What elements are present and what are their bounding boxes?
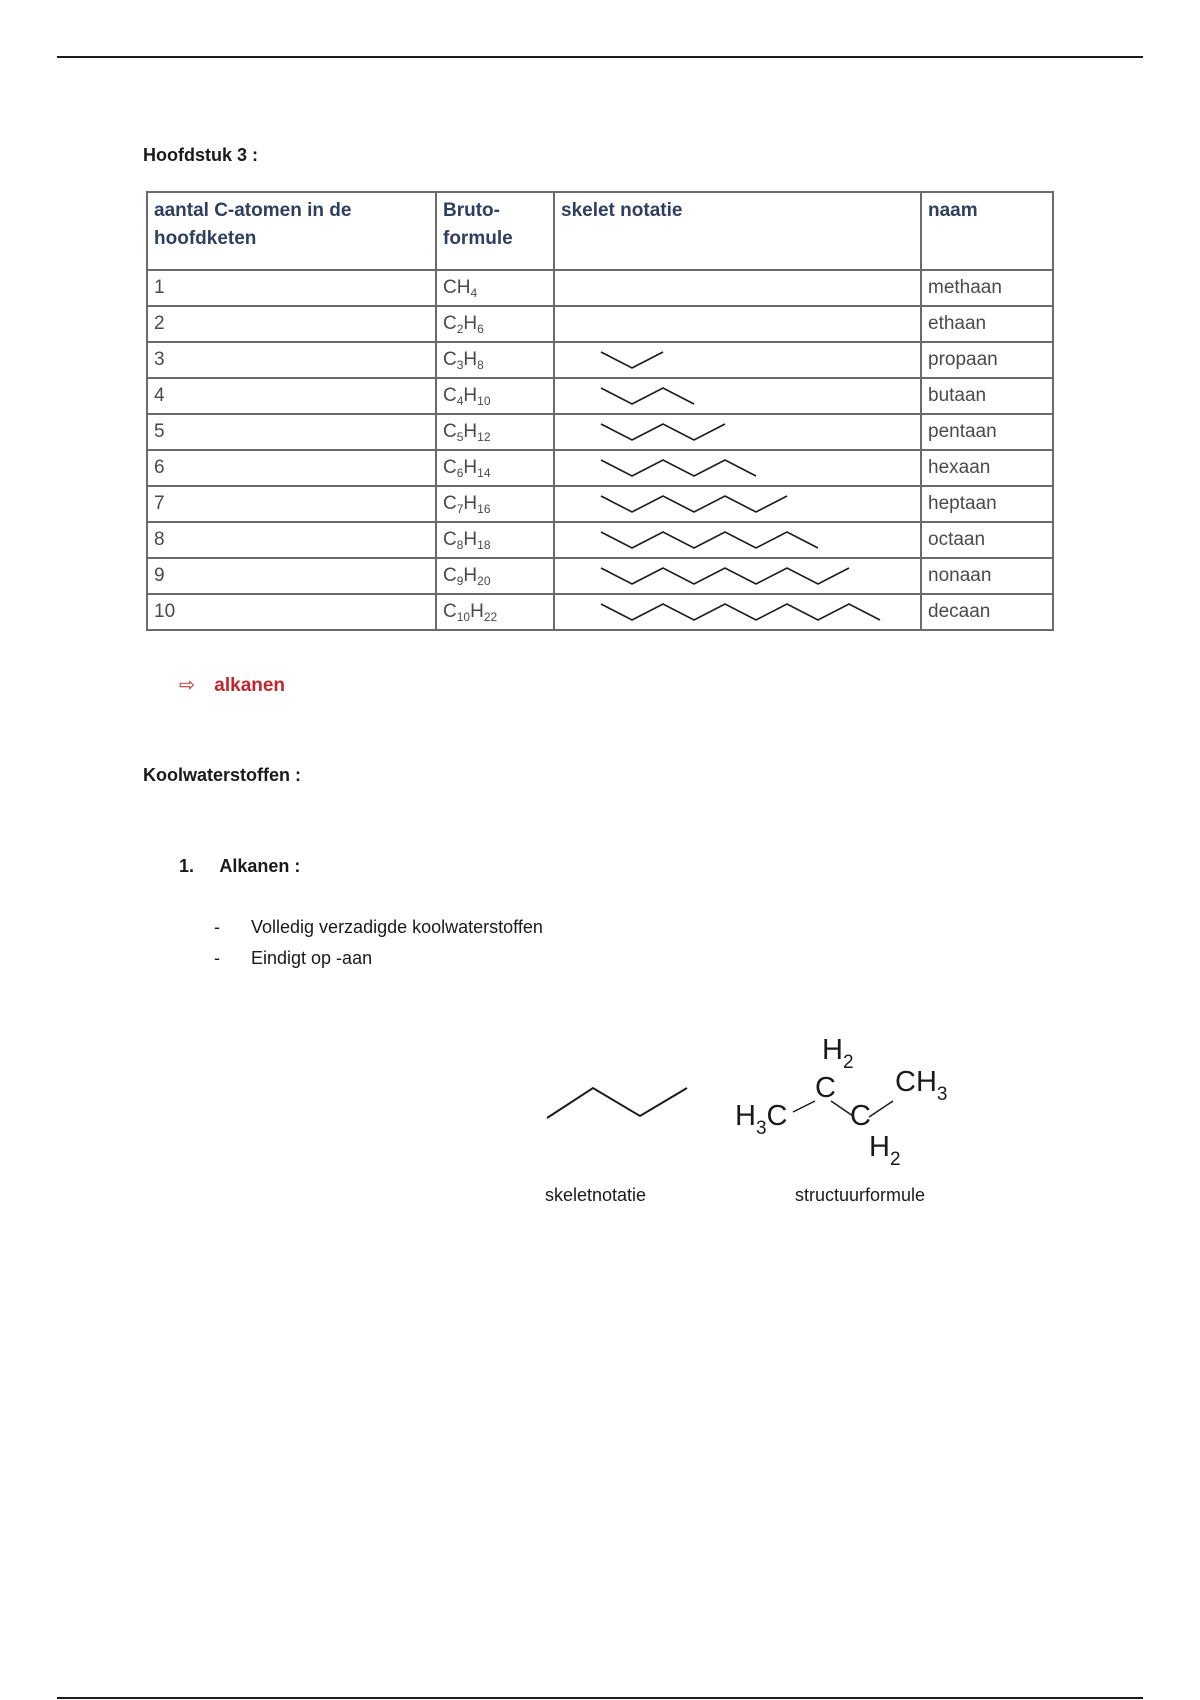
header-carbon-count: aantal C-atomen in de hoofdketen — [147, 192, 436, 270]
formula-subscript: 9 — [456, 574, 464, 588]
table-row — [147, 306, 1053, 342]
bullet-text: Eindigt op -aan — [251, 948, 373, 968]
skeleton-zigzag — [561, 343, 928, 377]
carbon-count-cell: 2 — [147, 306, 436, 342]
alkane-name-cell: methaan — [921, 270, 1053, 306]
skeleton-zigzag — [561, 559, 928, 593]
subsection-heading — [179, 856, 300, 877]
carbon-count-cell: 3 — [147, 342, 436, 378]
skeleton-bonds — [547, 1088, 687, 1118]
carbon-count-cell: 10 — [147, 594, 436, 630]
caption-structure: structuurformule — [795, 1185, 926, 1205]
skeleton-cell — [554, 270, 921, 306]
table-row — [147, 270, 1053, 306]
formula-element: H — [463, 385, 478, 406]
atom-label: C — [815, 1072, 836, 1104]
alkane-name-cell: pentaan — [921, 414, 1053, 450]
list-item: - Volledig verzadigde koolwaterstoffen — [214, 917, 543, 937]
bullet-list — [214, 912, 543, 974]
formula-cell — [436, 486, 554, 522]
formula-element: C — [443, 565, 457, 586]
skeleton-bonds — [601, 352, 663, 368]
subsection-number: 1. — [179, 856, 195, 876]
formula-subscript: 6 — [456, 466, 464, 480]
formula-cell — [436, 342, 554, 378]
carbon-count-cell: 6 — [147, 450, 436, 486]
skeleton-cell — [554, 594, 921, 630]
formula-subscript: 16 — [477, 502, 491, 516]
skeleton-zigzag — [561, 523, 928, 557]
carbon-count-cell: 9 — [147, 558, 436, 594]
skeleton-zigzag — [561, 379, 928, 413]
alkane-name-cell: propaan — [921, 342, 1053, 378]
alkanen-label: alkanen — [214, 675, 286, 696]
skeleton-bonds — [601, 568, 849, 584]
table-header-row — [147, 192, 1053, 270]
formula-element: H — [463, 313, 478, 334]
formula-element: H — [463, 457, 478, 478]
formula-element: C — [443, 349, 457, 370]
alkanen-callout — [179, 674, 285, 697]
butane-skeleton-figure — [545, 1083, 695, 1123]
formula-cell — [436, 450, 554, 486]
table-row — [147, 378, 1053, 414]
header-formula: Bruto-formule — [436, 192, 554, 270]
atom-label: $H_2$ — [869, 1131, 901, 1170]
table-row — [147, 414, 1053, 450]
formula-element: H — [463, 565, 478, 586]
alkane-name-cell: nonaan — [921, 558, 1053, 594]
bond-line — [793, 1101, 815, 1112]
skeleton-cell — [554, 522, 921, 558]
formula-cell — [436, 522, 554, 558]
formula-element: C — [443, 277, 457, 298]
carbon-count-cell: 1 — [147, 270, 436, 306]
skeleton-cell — [554, 378, 921, 414]
skeleton-cell — [554, 450, 921, 486]
alkane-name-cell: decaan — [921, 594, 1053, 630]
formula-element: H — [463, 529, 478, 550]
skeleton-cell — [554, 342, 921, 378]
bullet-text: Volledig verzadigde koolwaterstoffen — [251, 917, 543, 937]
formula-subscript: 14 — [477, 466, 491, 480]
alkane-name-cell: octaan — [921, 522, 1053, 558]
atom-label: $H_2$ — [822, 1034, 854, 1073]
skeleton-cell — [554, 414, 921, 450]
page-top-rule — [57, 56, 1143, 58]
formula-subscript: 4 — [456, 394, 464, 408]
formula-element: C — [443, 421, 457, 442]
formula-element: C — [443, 529, 457, 550]
alkanes-table — [146, 191, 1054, 631]
formula-subscript: 3 — [456, 358, 464, 372]
section-title: Koolwaterstoffen : — [143, 765, 302, 785]
caption-skeleton: skeletnotatie — [545, 1185, 647, 1205]
alkane-name-cell: butaan — [921, 378, 1053, 414]
table-body — [147, 270, 1053, 630]
formula-subscript: 18 — [477, 538, 491, 552]
table-row — [147, 594, 1053, 630]
alkane-name-cell: hexaan — [921, 450, 1053, 486]
carbon-count-cell: 7 — [147, 486, 436, 522]
table-row — [147, 486, 1053, 522]
header-name: naam — [921, 192, 1053, 270]
formula-subscript: 8 — [456, 538, 464, 552]
formula-element: C — [443, 385, 457, 406]
table-row — [147, 450, 1053, 486]
skeleton-cell — [554, 306, 921, 342]
alkane-name-cell: heptaan — [921, 486, 1053, 522]
bond-line — [869, 1101, 893, 1117]
butane-structure-figure — [735, 1025, 985, 1175]
header-skeleton: skelet notatie — [554, 192, 921, 270]
subsection-title: Alkanen : — [219, 856, 301, 876]
formula-subscript: 6 — [477, 322, 484, 336]
formula-element: H — [463, 349, 478, 370]
skeleton-bonds — [601, 496, 787, 512]
arrow-right-icon: ⇨ — [179, 675, 195, 696]
formula-subscript: 20 — [477, 574, 491, 588]
skeleton-zigzag — [561, 487, 928, 521]
formula-subscript: 12 — [477, 430, 491, 444]
skeleton-zigzag — [561, 451, 928, 485]
skeleton-zigzag — [561, 415, 928, 449]
formula-cell — [436, 378, 554, 414]
formula-cell — [436, 414, 554, 450]
formula-subscript: 10 — [456, 610, 471, 624]
formula-subscript: 8 — [477, 358, 484, 372]
page-bottom-rule — [57, 1697, 1143, 1699]
skeleton-cell — [554, 558, 921, 594]
skeleton-bonds — [601, 388, 694, 404]
alkane-name-cell: ethaan — [921, 306, 1053, 342]
formula-element: H — [463, 421, 478, 442]
formula-cell — [436, 594, 554, 630]
carbon-count-cell: 8 — [147, 522, 436, 558]
table-row — [147, 522, 1053, 558]
skeleton-cell — [554, 486, 921, 522]
skeleton-bonds — [601, 424, 725, 440]
formula-cell — [436, 306, 554, 342]
formula-subscript: 2 — [456, 322, 464, 336]
chapter-title: Hoofdstuk 3 : — [143, 145, 258, 165]
formula-subscript: 7 — [456, 502, 464, 516]
formula-element: C — [443, 457, 457, 478]
formula-element: H — [456, 277, 471, 298]
formula-subscript: 4 — [470, 286, 478, 300]
formula-cell — [436, 270, 554, 306]
atom-label: $CH_3$ — [895, 1066, 948, 1105]
formula-subscript: 10 — [477, 394, 491, 408]
atom-label: C — [850, 1100, 871, 1132]
formula-element: C — [443, 313, 457, 334]
carbon-count-cell: 4 — [147, 378, 436, 414]
table-row — [147, 342, 1053, 378]
skeleton-zigzag — [561, 595, 928, 629]
carbon-count-cell: 5 — [147, 414, 436, 450]
list-item: - Eindigt op -aan — [214, 948, 373, 968]
formula-cell — [436, 558, 554, 594]
formula-element: C — [443, 601, 457, 622]
formula-element: C — [443, 493, 457, 514]
formula-subscript: 22 — [483, 610, 498, 624]
skeleton-bonds — [601, 604, 880, 620]
skeleton-bonds — [601, 532, 818, 548]
formula-element: H — [470, 601, 484, 622]
atom-label: $H_3C$ — [735, 1100, 788, 1139]
skeleton-bonds — [601, 460, 756, 476]
formula-subscript: 5 — [456, 430, 464, 444]
table-row — [147, 558, 1053, 594]
formula-element: H — [463, 493, 478, 514]
